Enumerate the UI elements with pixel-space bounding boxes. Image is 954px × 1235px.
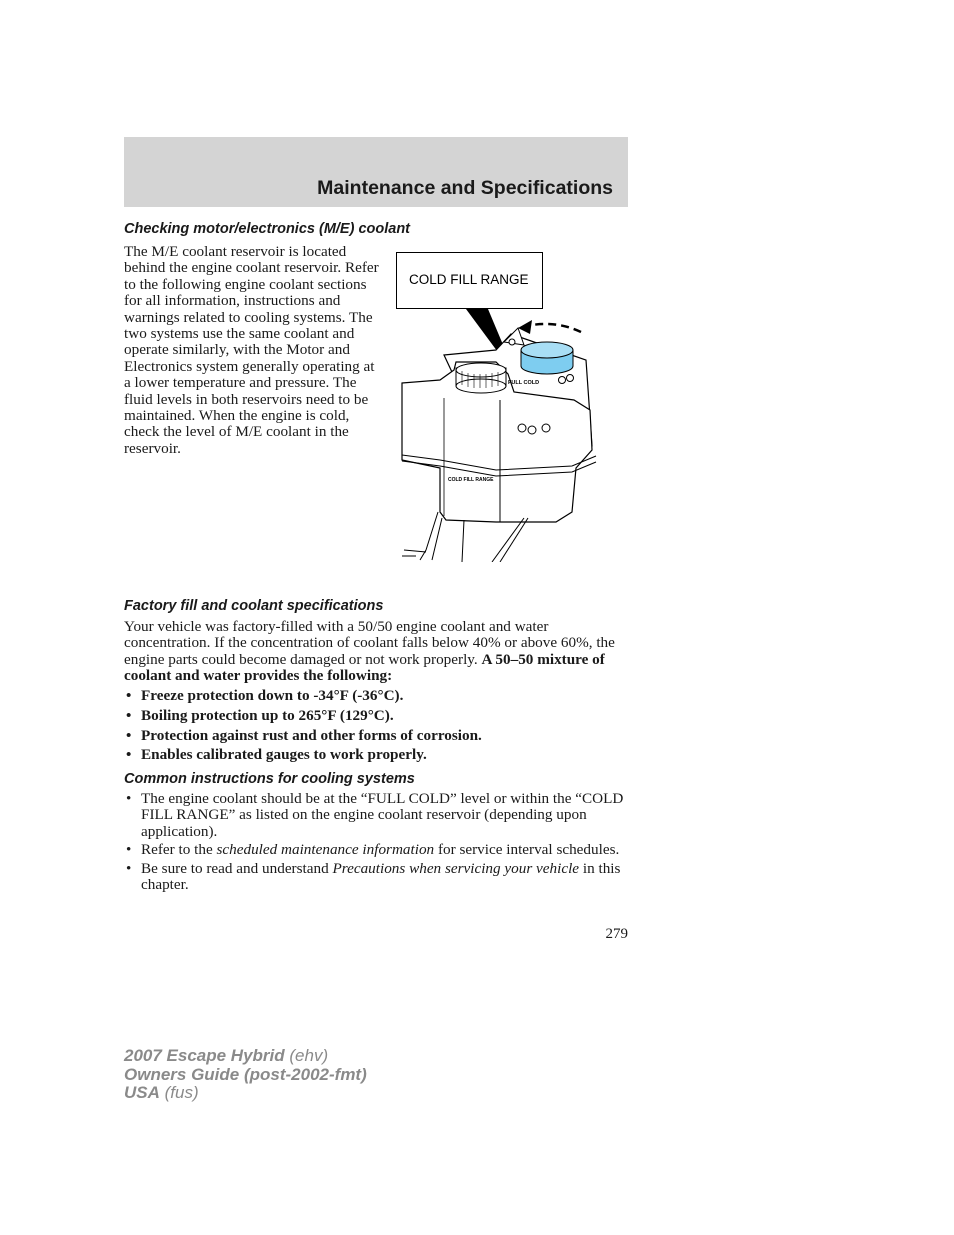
list-item: • Boiling protection up to 265°F (129°C).: [124, 706, 629, 726]
precautions-reference: Precautions when servicing your vehicle: [332, 859, 580, 877]
cold-fill-decal: COLD FILL RANGE: [448, 477, 494, 483]
document-footer: [124, 1047, 367, 1103]
factory-fill-paragraph: [124, 619, 629, 685]
section-heading-factory-fill: Factory fill and coolant specifications: [124, 598, 384, 614]
list-item: • The engine coolant should be at the “FULL COLD” level or within the “COLD FILL RANGE” as listed on the engine coolant reservoir (depending upon application).: [124, 791, 629, 840]
list-item: • Protection against rust and other forms of corrosion.: [124, 726, 629, 746]
cold-fill-range-callout: [396, 252, 543, 309]
section-heading-me-coolant: Checking motor/electronics (M/E) coolant: [124, 221, 411, 237]
chapter-header-band: [124, 137, 628, 207]
factory-fill-bold-text: A 50–50 mixture of coolant and water provides the following:: [124, 650, 605, 685]
bullet-text: in this chapter.: [141, 859, 621, 894]
page-number: 279: [605, 926, 628, 942]
chapter-title: Maintenance and Specifications: [317, 177, 613, 199]
list-item: • Freeze protection down to -34°F (-36°C).: [124, 686, 629, 706]
factory-fill-text: Your vehicle was factory-filled with a 50/50 engine coolant and water concentration. If the concentration of coolant falls below 40% or above 60%, the engine parts could become damaged or not work properly.: [124, 618, 615, 668]
cooling-instructions-list: [124, 791, 629, 895]
footer-model-code: (ehv): [284, 1046, 329, 1065]
me-coolant-paragraph: The M/E coolant reservoir is located behind the engine coolant reservoir. Refer to the following engine coolant sections for all information, instructions and warnings related to cooling systems. The two systems use the same coolant and operate similarly, with the Motor and Electronics system generally operating at a lower temperature and pressure. The fluid levels in both reservoirs need to be maintained. When the engine is cold, check the level of M/E coolant in the reservoir.: [124, 243, 379, 457]
bullet-text: Be sure to read and understand: [141, 859, 333, 877]
coolant-benefits-list: [124, 686, 629, 765]
list-item: [124, 842, 629, 858]
footer-market: USA: [124, 1083, 160, 1102]
callout-label: COLD FILL RANGE: [409, 272, 529, 287]
footer-market-code: (fus): [159, 1083, 199, 1102]
footer-guide: Owners Guide (post-2002-fmt): [124, 1064, 367, 1084]
bullet-text: for service interval schedules.: [434, 841, 620, 859]
bullet-text: Refer to the: [141, 841, 217, 859]
full-cold-decal: FULL COLD: [508, 380, 540, 386]
maintenance-reference: scheduled maintenance information: [216, 841, 435, 859]
section-heading-common-instructions: Common instructions for cooling systems: [124, 771, 415, 787]
footer-model: 2007 Escape Hybrid: [124, 1046, 285, 1065]
coolant-reservoir-illustration: [396, 250, 612, 562]
list-item: [124, 861, 629, 894]
list-item: • Enables calibrated gauges to work properly.: [124, 745, 629, 765]
